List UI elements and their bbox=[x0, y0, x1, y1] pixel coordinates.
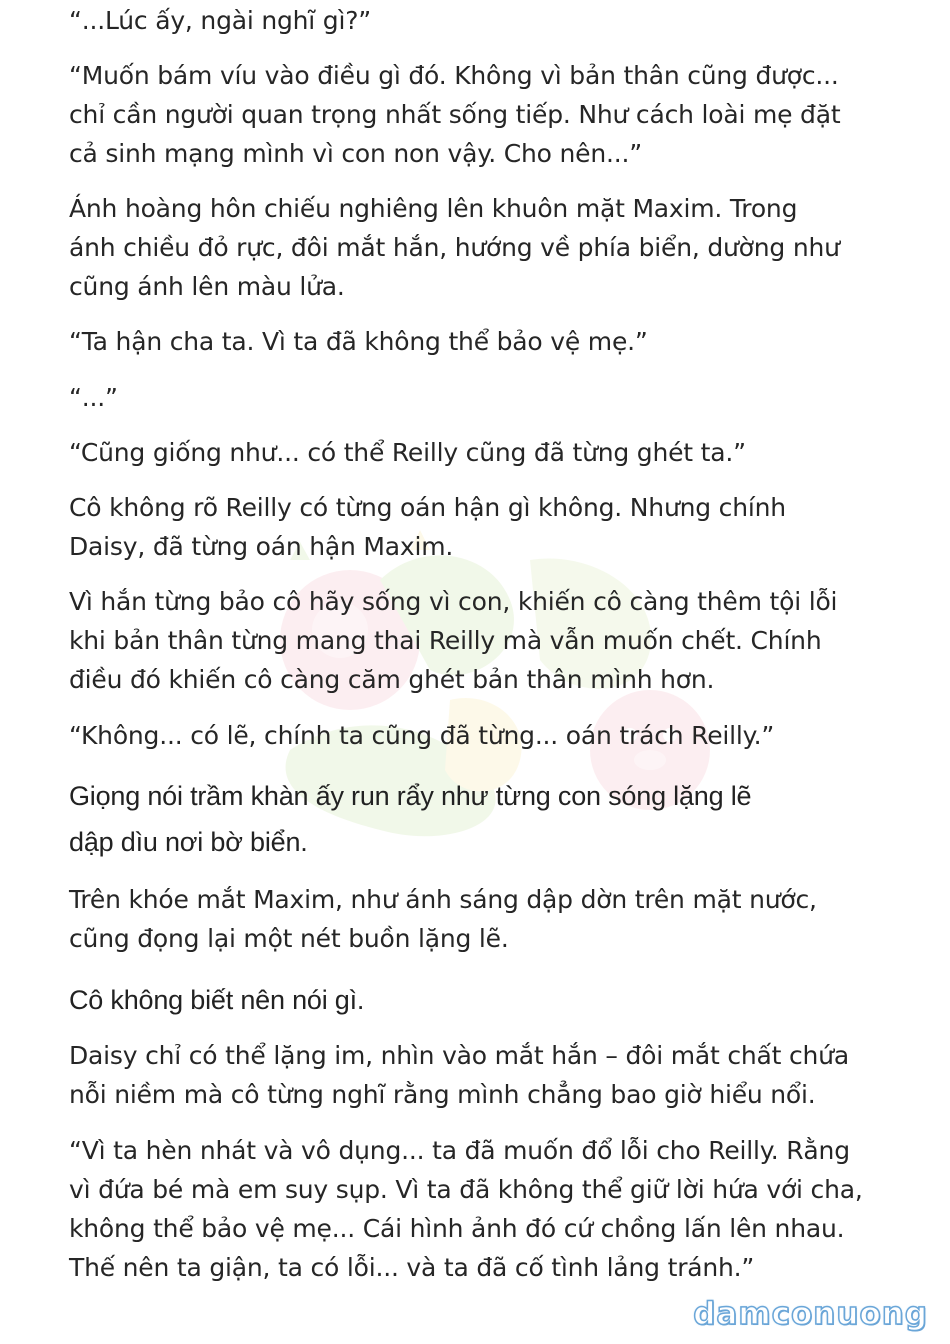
paragraph: Cô không rõ Reilly có từng oán hận gì không. Nhưng chính Daisy, đã từng oán hận Maxim. bbox=[69, 493, 786, 561]
paragraph: “Cũng giống như... có thể Reilly cũng đã từng ghét ta.” bbox=[69, 438, 746, 467]
paragraph: “Muốn bám víu vào điều gì đó. Không vì bản thân cũng được... chỉ cần người quan trọng nhất sống tiếp. Như cách loài mẹ đặt cả sinh mạng mình vì con non vậy. Cho nên...” bbox=[69, 61, 841, 168]
site-watermark: damconuong bbox=[693, 1296, 928, 1332]
paragraph: “Không... có lẽ, chính ta cũng đã từng... oán trách Reilly.” bbox=[69, 721, 775, 750]
paragraph: Vì hắn từng bảo cô hãy sống vì con, khiến cô càng thêm tội lỗi khi bản thân từng mang thai Reilly mà vẫn muốn chết. Chính điều đó khiến cô càng căm ghét bản thân mình hơn. bbox=[69, 587, 838, 694]
paragraph: “...” bbox=[69, 383, 118, 412]
paragraph: “Vì ta hèn nhát và vô dụng... ta đã muốn đổ lỗi cho Reilly. Rằng vì đứa bé mà em suy sụp. Vì ta đã không thể giữ lời hứa với cha, không thể bảo vệ mẹ... Cái hình ảnh đó cứ chồng lấn lên nhau. Thế nên ta giận, ta có lỗi... và ta đã cố tình lảng tránh.” bbox=[69, 1136, 863, 1282]
paragraph: Daisy chỉ có thể lặng im, nhìn vào mắt hắn – đôi mắt chất chứa nỗi niềm mà cô từng nghĩ rằng mình chẳng bao giờ hiểu nổi. bbox=[69, 1041, 849, 1109]
paragraph: Ánh hoàng hôn chiếu nghiêng lên khuôn mặt Maxim. Trong ánh chiều đỏ rực, đôi mắt hắn, hướng về phía biển, dường như cũng ánh lên màu lửa. bbox=[69, 194, 840, 301]
paragraph: Cô không biết nên nói gì. bbox=[69, 985, 365, 1015]
paragraph: Giọng nói trầm khàn ấy run rẩy như từng con sóng lặng lẽ dập dìu nơi bờ biển. bbox=[69, 781, 752, 857]
paragraph: “...Lúc ấy, ngài nghĩ gì?” bbox=[69, 6, 372, 35]
paragraph: Trên khóe mắt Maxim, như ánh sáng dập dờn trên mặt nước, cũng đọng lại một nét buồn lặng lẽ. bbox=[69, 885, 817, 953]
paragraph: “Ta hận cha ta. Vì ta đã không thể bảo vệ mẹ.” bbox=[69, 327, 648, 356]
